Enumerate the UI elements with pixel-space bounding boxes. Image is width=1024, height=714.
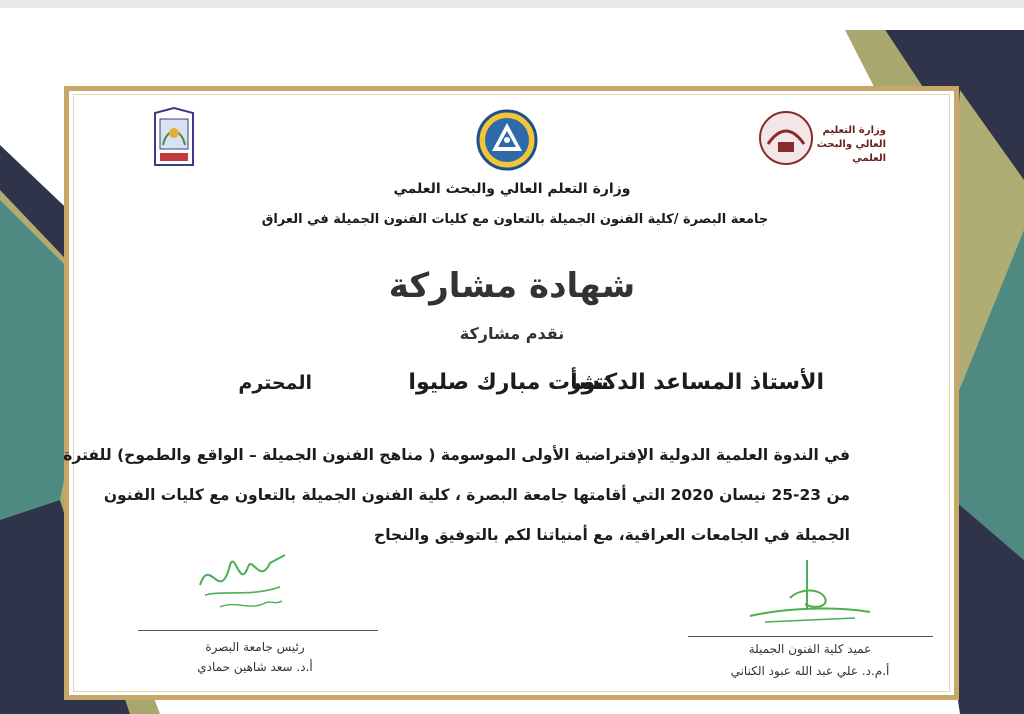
- ministry-logo: [756, 110, 886, 166]
- body-line-2: من 23-25 نيسان 2020 التي أقامتها جامعة البصرة ، كلية الفنون الجميلة بالتعاون مع كليات الفنون: [103, 486, 850, 504]
- college-emblem-icon: [472, 109, 542, 171]
- left-signatory-role: رئيس جامعة البصرة: [205, 640, 305, 654]
- recipient-name: نشأت مبارك صليوا: [408, 370, 609, 395]
- body-line-3: الجميلة في الجامعات العراقية، مع أمنياتنا لكم بالتوفيق والنجاح: [374, 526, 850, 544]
- certificate-title: شهادة مشاركة: [388, 266, 636, 306]
- right-signature-line: [688, 636, 933, 637]
- ministry-name: وزارة التعلم العالي والبحث العلمي: [393, 181, 631, 197]
- recipient-honorific: المحترم: [238, 372, 312, 394]
- right-signature-icon: [745, 558, 875, 628]
- right-signatory-name: أ.م.د. علي عبد الله عبود الكناني: [730, 664, 890, 678]
- right-signatory-role: عميد كلية الفنون الجميلة: [748, 642, 872, 656]
- university-seal-icon: [151, 107, 197, 169]
- left-signature-line: [138, 630, 378, 631]
- certificate-given-for: نقدم مشاركة: [459, 324, 565, 343]
- organizer-subtitle: جامعة البصرة /كلية الفنون الجميلة بالتعاون مع كليات الفنون الجميلة في العراق: [261, 212, 769, 227]
- ministry-logo-text: وزارة التعليم العالي والبحث العلمي: [816, 125, 886, 164]
- recipient-title: الأستاذ المساعد الدكتور: [568, 370, 824, 395]
- body-line-1: في الندوة العلمية الدولية الإفتراضية الأولى الموسومة ( مناهج الفنون الجميلة – الواقع والطموح) للفترة: [63, 446, 850, 464]
- left-signature-icon: [190, 545, 300, 615]
- left-signatory-name: أ.د. سعد شاهين حمادي: [197, 660, 313, 674]
- certificate-body: [63, 435, 850, 555]
